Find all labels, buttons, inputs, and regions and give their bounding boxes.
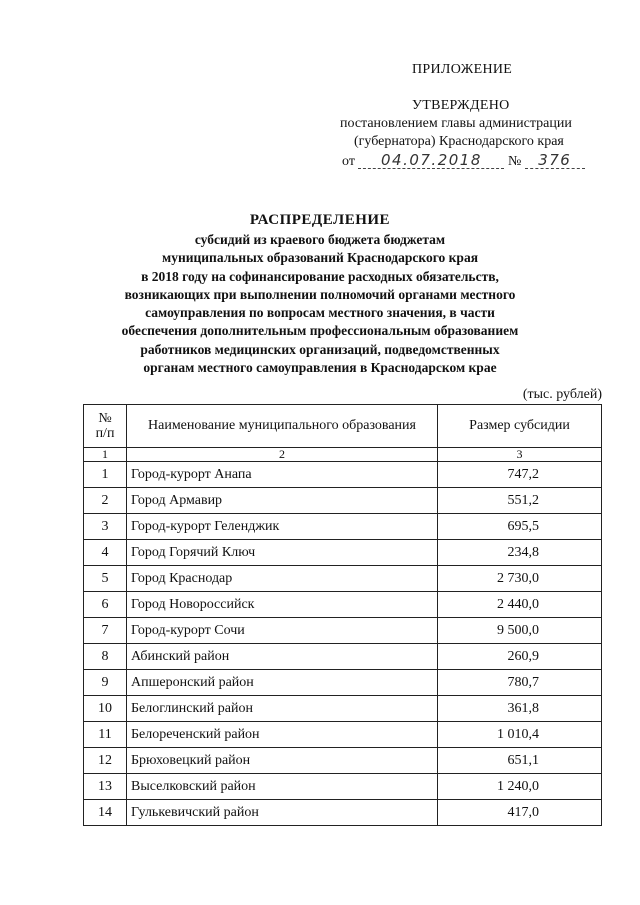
- subsidy-amount: 747,2: [438, 462, 602, 488]
- column-number: 2: [127, 448, 438, 462]
- table-row: [84, 800, 602, 826]
- header-municipality: Наименование муниципального образования: [127, 405, 438, 448]
- table-row: [84, 670, 602, 696]
- date-prefix: от: [342, 154, 355, 169]
- decree-date-handwritten: 04.07.2018: [358, 152, 504, 169]
- municipality-name: Город Новороссийск: [127, 592, 438, 618]
- column-number: 1: [84, 448, 127, 462]
- row-number: 13: [84, 774, 127, 800]
- subsidy-amount: 695,5: [438, 514, 602, 540]
- row-number: 11: [84, 722, 127, 748]
- title-line: работников медицинских организаций, подведомственных: [140, 341, 500, 357]
- row-number: 8: [84, 644, 127, 670]
- subsidy-amount: 551,2: [438, 488, 602, 514]
- row-number: 5: [84, 566, 127, 592]
- table-row: [84, 722, 602, 748]
- title-line: самоуправления по вопросам местного значения, в части: [145, 305, 495, 321]
- table-row: [84, 618, 602, 644]
- subsidy-amount: 2 440,0: [438, 592, 602, 618]
- table-row: [84, 696, 602, 722]
- decree-line-2: (губернатора) Краснодарского края: [354, 134, 564, 149]
- municipality-name: Город-курорт Сочи: [127, 618, 438, 644]
- header-subsidy: Размер субсидии: [438, 405, 602, 448]
- row-number: 10: [84, 696, 127, 722]
- subsidy-amount: 1 010,4: [438, 722, 602, 748]
- row-number: 6: [84, 592, 127, 618]
- header-number: [84, 405, 127, 448]
- subsidy-amount: 2 730,0: [438, 566, 602, 592]
- subsidy-amount: 651,1: [438, 748, 602, 774]
- row-number: 12: [84, 748, 127, 774]
- title-line: органам местного самоуправления в Краснодарском крае: [143, 360, 497, 376]
- municipality-name: Абинский район: [127, 644, 438, 670]
- title-line: муниципальных образований Краснодарского края: [162, 250, 478, 266]
- row-number: 4: [84, 540, 127, 566]
- municipality-name: Город Горячий Ключ: [127, 540, 438, 566]
- subsidy-amount: 234,8: [438, 540, 602, 566]
- table-header-row: [84, 405, 602, 448]
- column-number-row: [84, 448, 602, 462]
- municipality-name: Город Армавир: [127, 488, 438, 514]
- subsidy-distribution-table: [83, 404, 602, 826]
- table-row: [84, 514, 602, 540]
- subsidy-amount: 1 240,0: [438, 774, 602, 800]
- table-row: [84, 644, 602, 670]
- decree-number-handwritten: 376: [525, 152, 585, 169]
- municipality-name: Белореченский район: [127, 722, 438, 748]
- title-line: обеспечения дополнительным профессиональным образованием: [121, 323, 519, 339]
- municipality-name: Город-курорт Геленджик: [127, 514, 438, 540]
- subsidy-amount: 417,0: [438, 800, 602, 826]
- title-line: субсидий из краевого бюджета бюджетам: [194, 232, 446, 247]
- subsidy-amount: 780,7: [438, 670, 602, 696]
- header-number-line2: п/п: [95, 426, 115, 441]
- subsidy-amount: 9 500,0: [438, 618, 602, 644]
- approved-label: УТВЕРЖДЕНО: [412, 98, 510, 113]
- header-number-line1: №: [98, 411, 112, 426]
- table-row: [84, 592, 602, 618]
- column-number: 3: [438, 448, 602, 462]
- table-row: [84, 748, 602, 774]
- decree-line-1: постановлением главы администрации: [340, 116, 572, 131]
- row-number: 9: [84, 670, 127, 696]
- row-number: 3: [84, 514, 127, 540]
- municipality-name: Гулькевичский район: [127, 800, 438, 826]
- table-row: [84, 540, 602, 566]
- title-line: возникающих при выполнении полномочий органами местного: [124, 286, 516, 302]
- row-number: 14: [84, 800, 127, 826]
- document-title: РАСПРЕДЕЛЕНИЕ: [249, 212, 391, 228]
- table-row: [84, 566, 602, 592]
- appendix-label: ПРИЛОЖЕНИЕ: [412, 62, 513, 77]
- row-number: 2: [84, 488, 127, 514]
- document-title-block: [110, 212, 530, 377]
- table-row: [84, 488, 602, 514]
- table-row: [84, 774, 602, 800]
- row-number: 1: [84, 462, 127, 488]
- table-row: [84, 462, 602, 488]
- municipality-name: Город-курорт Анапа: [127, 462, 438, 488]
- subsidy-amount: 260,9: [438, 644, 602, 670]
- title-line: в 2018 году на софинансирование расходных обязательств,: [141, 268, 499, 284]
- number-prefix: №: [507, 154, 522, 169]
- municipality-name: Белоглинский район: [127, 696, 438, 722]
- municipality-name: Брюховецкий район: [127, 748, 438, 774]
- decree-date-line: [342, 152, 585, 170]
- municipality-name: Город Краснодар: [127, 566, 438, 592]
- units-label: (тыс. рублей): [522, 387, 602, 402]
- subsidy-amount: 361,8: [438, 696, 602, 722]
- municipality-name: Апшеронский район: [127, 670, 438, 696]
- row-number: 7: [84, 618, 127, 644]
- municipality-name: Выселковский район: [127, 774, 438, 800]
